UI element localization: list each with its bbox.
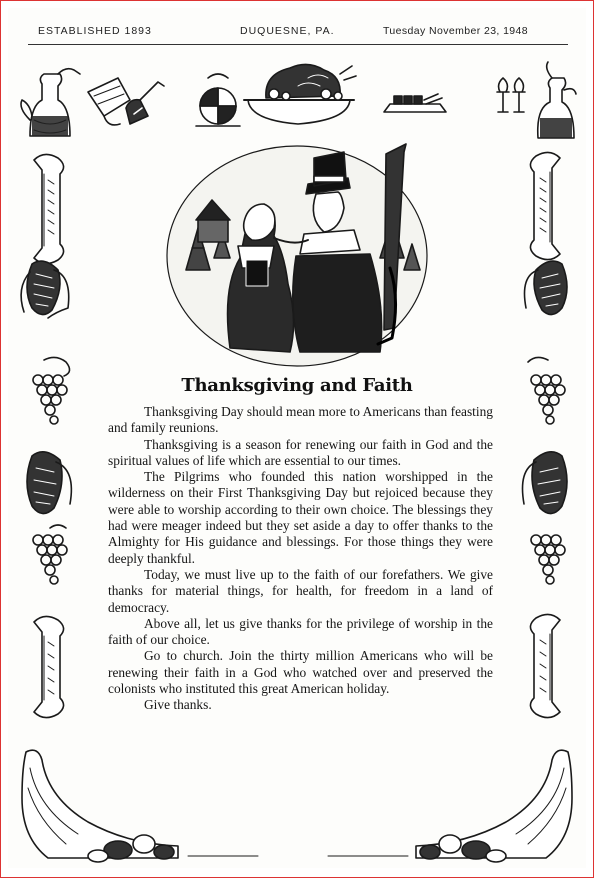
scroll-icon	[530, 152, 560, 259]
paragraph: Today, we must live up to the faith of our forefathers. We give thanks for material things, for health, for freedom in a land of democracy.	[108, 566, 493, 615]
scroll-icon	[530, 614, 560, 717]
candlesticks-icon	[497, 78, 525, 112]
paragraph: The Pilgrims who founded this nation worshipped in the wilderness on their First Thanksgiving Day but rejoiced because they were able to worship according to their own choice. The blessings they had were meager indeed but they set aside a day to offer thanks to the Almighty for His guidance and blessings. For those things they were deeply thankful.	[108, 469, 493, 566]
corn-icon	[21, 261, 69, 318]
cornucopia-icon	[22, 750, 258, 862]
cruet-icon	[538, 62, 576, 138]
paragraph: Thanksgiving is a season for renewing our faith in God and the spiritual values of life which are essential to our times.	[108, 436, 493, 468]
date-text: Tuesday November 23, 1948	[383, 25, 529, 37]
article-title: Thanksgiving and Faith	[181, 375, 413, 396]
closing-line: Give thanks.	[144, 697, 212, 713]
scroll-icon	[34, 154, 64, 263]
location-text: DUQUESNE, PA.	[240, 25, 335, 37]
established-text: ESTABLISHED 1893	[38, 25, 152, 37]
pilgrim-couple-illustration	[167, 144, 427, 366]
newspaper-page	[8, 8, 586, 868]
relish-tray-icon	[384, 94, 446, 112]
corn-icon	[27, 452, 71, 514]
grapes-icon	[33, 525, 67, 584]
cornucopia-icon	[328, 750, 572, 862]
paragraph: Go to church. Join the thirty million Americans who will be renewing their faith in a God who watched over and preserved the colonists who instituted this great American holiday.	[108, 648, 493, 697]
jug-icon	[21, 69, 80, 136]
grapes-icon	[531, 535, 565, 584]
paragraph: Above all, let us give thanks for the privilege of worship in the faith of our choice.	[108, 615, 493, 648]
napkin-icon	[88, 78, 130, 125]
scroll-icon	[34, 616, 64, 717]
corn-icon	[523, 452, 568, 514]
corn-icon	[525, 261, 568, 314]
watering-can-icon	[126, 82, 164, 124]
covered-dish-icon	[196, 74, 240, 126]
paragraph: Thanksgiving Day should mean more to Americans than feasting and family reunions.	[108, 404, 493, 436]
article-body	[108, 404, 493, 714]
turkey-platter-icon	[244, 64, 356, 124]
